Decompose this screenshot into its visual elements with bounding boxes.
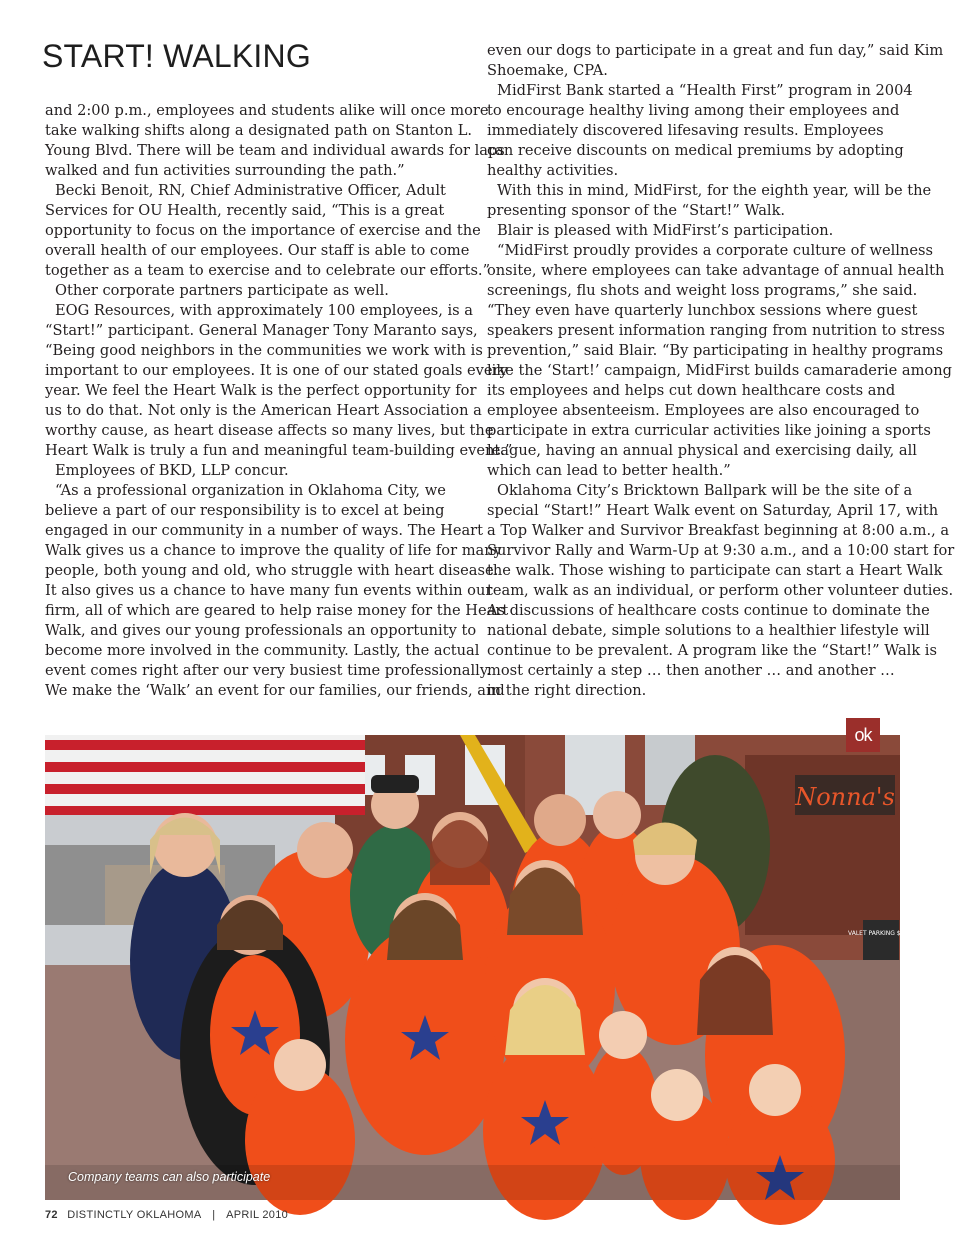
issue-date: APRIL 2010 — [226, 1209, 289, 1221]
text-line: Employees of BKD, LLP concur. — [55, 462, 289, 479]
text-line: become more involved in the community. Lastly, the actual — [45, 642, 480, 659]
text-line: firm, all of which are geared to help raise money for the Heart — [45, 602, 509, 619]
text-line: continue to be prevalent. A program like the “Start!” Walk is — [487, 642, 937, 659]
text-line: overall health of our employees. Our staff is able to come — [45, 242, 470, 259]
section-title: START! WALKING — [42, 38, 311, 74]
text-line: speakers present information ranging from nutrition to stress — [487, 322, 945, 339]
text-line: people, both young and old, who struggle with heart disease. — [45, 562, 499, 579]
text-line: believe a part of our responsibility is to excel at being — [45, 502, 445, 519]
text-line: “MidFirst proudly provides a corporate culture of wellness — [497, 242, 933, 259]
article-column-left — [45, 101, 513, 701]
text-line: healthy activities. — [487, 162, 619, 179]
text-line: team, walk as an individual, or perform other volunteer duties. — [487, 582, 954, 599]
text-line: Walk gives us a chance to improve the quality of life for many — [45, 542, 502, 559]
text-line: “Being good neighbors in the communities we work with is — [45, 342, 483, 359]
text-line: employee absenteeism. Employees are also encouraged to — [487, 402, 920, 419]
text-line: most certainly a step … then another … and another … — [487, 662, 895, 679]
text-line: participate in extra curricular activities like joining a sports — [487, 422, 931, 439]
text-line: event comes right after our very busiest time professionally. — [45, 662, 491, 679]
footer-separator: | — [212, 1209, 216, 1221]
photo-caption: Company teams can also participate — [68, 1170, 271, 1184]
text-line: even our dogs to participate in a great and fun day,” said Kim — [487, 42, 944, 59]
text-line: year. We feel the Heart Walk is the perfect opportunity for — [45, 382, 477, 399]
article-column-right — [487, 41, 955, 701]
text-line: a Top Walker and Survivor Breakfast beginning at 8:00 a.m., a — [487, 522, 950, 539]
text-line: league, having an annual physical and exercising daily, all — [487, 442, 917, 459]
text-line: onsite, where employees can take advantage of annual health — [487, 262, 945, 279]
text-line: in the right direction. — [487, 682, 647, 699]
text-line: worthy cause, as heart disease affects so many lives, but the — [45, 422, 494, 439]
page-number: 72 — [45, 1209, 58, 1221]
valet-sign: VALET PARKING $5.00 — [848, 930, 914, 937]
ok-logo-badge: ok — [846, 718, 880, 752]
team-photo-illustration — [45, 735, 914, 1200]
text-line: and 2:00 p.m., employees and students alike will once more — [45, 102, 489, 119]
text-line: walked and fun activities surrounding the path.” — [45, 162, 405, 179]
text-line: MidFirst Bank started a “Health First” program in 2004 — [497, 82, 913, 99]
text-line: special “Start!” Heart Walk event on Saturday, April 17, with — [487, 502, 939, 519]
text-line: Walk, and gives our young professionals an opportunity to — [45, 622, 477, 639]
text-line: national debate, simple solutions to a healthier lifestyle will — [487, 622, 930, 639]
text-line: take walking shifts along a designated path on Stanton L. — [45, 122, 473, 139]
text-line: “They even have quarterly lunchbox sessions where guest — [487, 302, 918, 319]
text-line: Heart Walk is truly a fun and meaningful team-building event.” — [45, 442, 513, 459]
restaurant-sign: Nonna's — [795, 783, 895, 811]
team-photo — [45, 735, 914, 1200]
text-line: As discussions of healthcare costs continue to dominate the — [487, 602, 930, 619]
text-line: prevention,” said Blair. “By participating in healthy programs — [487, 342, 944, 359]
text-line: Oklahoma City’s Bricktown Ballpark will be the site of a — [497, 482, 913, 499]
text-line: its employees and helps cut down healthcare costs and — [487, 382, 896, 399]
text-line: engaged in our community in a number of ways. The Heart — [45, 522, 484, 539]
publication-name: DISTINCTLY OKLAHOMA — [67, 1209, 201, 1221]
text-line: Becki Benoit, RN, Chief Administrative Officer, Adult — [55, 182, 446, 199]
text-line: Other corporate partners participate as well. — [55, 282, 389, 299]
text-line: Shoemake, CPA. — [487, 62, 608, 79]
text-line: EOG Resources, with approximately 100 employees, is a — [55, 302, 474, 319]
text-line: “As a professional organization in Oklahoma City, we — [55, 482, 446, 499]
text-line: Young Blvd. There will be team and individual awards for laps — [45, 142, 505, 159]
text-line: We make the ‘Walk’ an event for our families, our friends, and — [45, 682, 505, 699]
text-line: to encourage healthy living among their employees and — [487, 102, 900, 119]
text-line: important to our employees. It is one of our stated goals every — [45, 362, 508, 379]
text-line: us to do that. Not only is the American Heart Association a — [45, 402, 482, 419]
text-line: the walk. Those wishing to participate can start a Heart Walk — [487, 562, 943, 579]
text-line: Blair is pleased with MidFirst’s participation. — [497, 222, 834, 239]
text-line: like the ‘Start!’ campaign, MidFirst builds camaraderie among — [487, 362, 952, 379]
text-line: can receive discounts on medical premiums by adopting — [487, 142, 904, 159]
text-line: which can lead to better health.” — [487, 462, 731, 479]
text-line: screenings, flu shots and weight loss programs,” she said. — [487, 282, 918, 299]
text-line: opportunity to focus on the importance of exercise and the — [45, 222, 481, 239]
text-line: It also gives us a chance to have many fun events within our — [45, 582, 493, 599]
text-line: presenting sponsor of the “Start!” Walk. — [487, 202, 786, 219]
text-line: With this in mind, MidFirst, for the eighth year, will be the — [497, 182, 932, 199]
text-line: Survivor Rally and Warm-Up at 9:30 a.m., and a 10:00 start for — [487, 542, 955, 559]
text-line: “Start!” participant. General Manager Tony Maranto says, — [45, 322, 478, 339]
text-line: immediately discovered lifesaving results. Employees — [487, 122, 884, 139]
page-footer — [45, 1209, 288, 1221]
text-line: together as a team to exercise and to celebrate our efforts.” — [45, 262, 491, 279]
text-line: Services for OU Health, recently said, “This is a great — [45, 202, 445, 219]
